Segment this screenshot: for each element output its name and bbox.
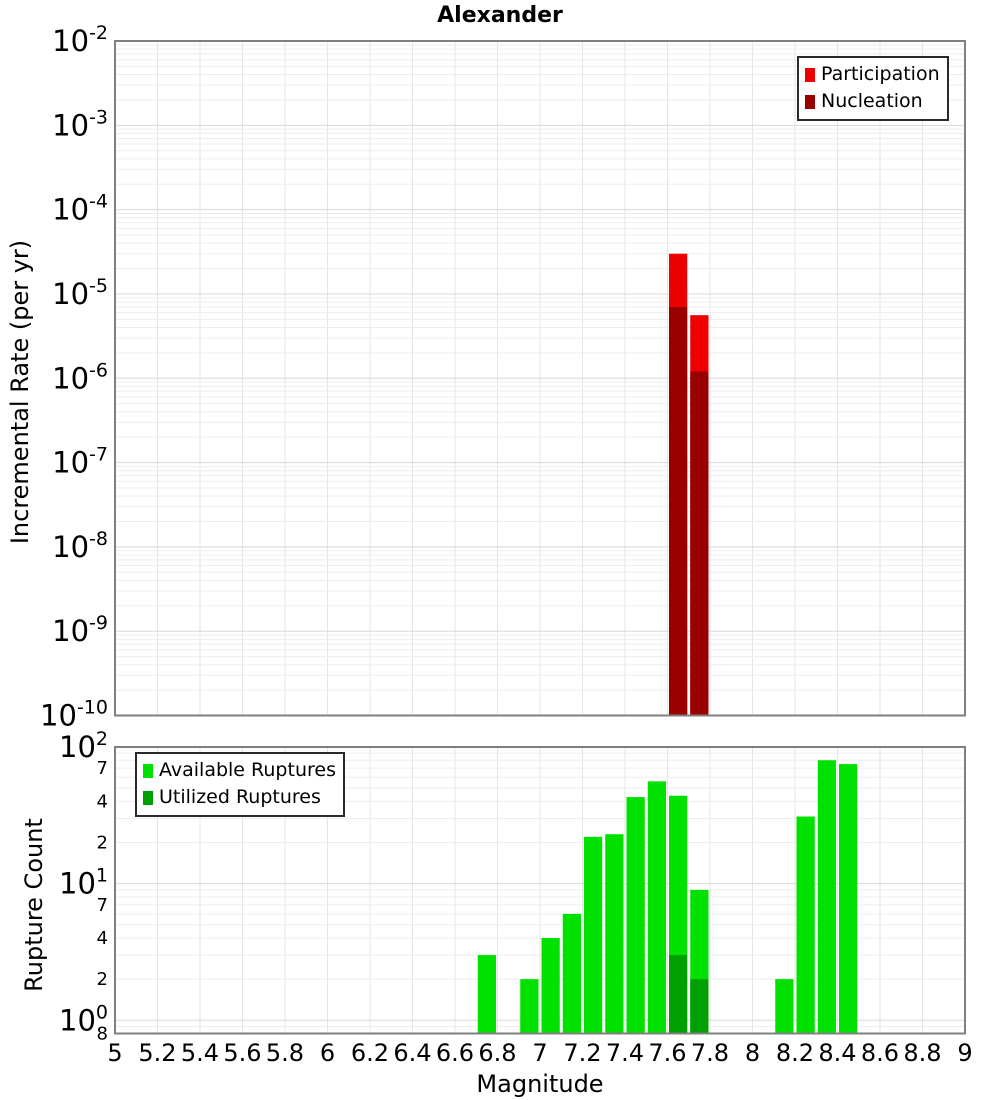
incremental-rate-ytick-label: $10^{-6}$ [52,359,108,396]
magnitude-tick-label: 7.2 [563,1039,602,1067]
legend-label-participation: Participation [821,63,940,85]
rupture-count-ytick-label: $10^2$ [59,728,108,764]
nucleation-bar [669,307,687,716]
magnitude-tick-label: 7 [532,1039,548,1067]
available-ruptures-swatch-icon [143,764,153,778]
available-ruptures-bar [520,979,538,1033]
available-ruptures-bar [648,781,666,1033]
chart-title: Alexander [437,3,563,28]
magnitude-axis-label: Magnitude [476,1070,604,1098]
magnitude-tick-label: 8.4 [818,1039,857,1067]
rupture-count-ytick-minor-label: 7 [96,894,108,916]
utilized-ruptures-bar [690,979,708,1033]
magnitude-tick-label: 5.8 [265,1039,305,1067]
available-ruptures-bar [627,797,645,1033]
utilized-ruptures-bar [669,955,687,1033]
available-ruptures-bar [584,837,602,1034]
available-ruptures-bar [563,914,581,1034]
rupture-count-ytick-minor-label: 4 [96,791,108,813]
utilized-ruptures-swatch-icon [143,791,153,805]
participation-swatch-icon [805,68,815,82]
rupture-count-ytick-label: $10^1$ [59,864,108,901]
count-axis-label: Rupture Count [20,818,48,992]
rate-legend [797,56,949,121]
magnitude-tick-label: 7.6 [648,1039,687,1067]
available-ruptures-bar [797,817,815,1034]
magnitude-tick-label: 6.2 [350,1039,390,1067]
legend-label-nucleation: Nucleation [821,90,923,112]
available-ruptures-bar [542,938,560,1034]
nucleation-bar [690,372,708,716]
magnitude-tick-label: 8.6 [860,1039,900,1067]
legend-item-participation [805,61,940,88]
legend-label-utilized: Utilized Ruptures [159,786,321,808]
magnitude-tick-label: 8.8 [903,1039,942,1067]
magnitude-tick-label: 7.4 [605,1039,645,1067]
available-ruptures-bar [605,834,623,1033]
magnitude-tick-label: 5.2 [138,1039,177,1067]
rate-axis-label: Incremental Rate (per yr) [6,239,34,545]
rupture-count-ytick-minor-label: 2 [96,832,108,854]
legend-label-available: Available Ruptures [159,759,336,781]
rupture-count-ytick-minor-label: 4 [96,928,108,949]
legend-item-available-ruptures [143,757,336,784]
magnitude-tick-label: 6 [319,1039,336,1067]
magnitude-tick-label: 8.2 [775,1039,815,1067]
incremental-rate-ytick-label: $10^{-4}$ [52,190,108,227]
magnitude-tick-label: 5.4 [180,1039,220,1067]
magnitude-tick-label: 5 [107,1039,123,1067]
magnitude-tick-label: 6.4 [393,1039,432,1067]
magnitude-tick-label: 7.8 [690,1039,730,1067]
rupture-count-ytick-label: $10^0$ [59,1001,108,1038]
incremental-rate-ytick-label: $10^{-10}$ [40,696,108,733]
available-ruptures-bar [775,979,793,1033]
magnitude-tick-label: 8 [744,1039,761,1067]
magnitude-tick-label: 6.8 [478,1039,517,1067]
magnitude-tick-label: 5.6 [223,1039,262,1067]
magnitude-tick-label: 9 [957,1039,973,1067]
incremental-rate-ytick-label: $10^{-8}$ [52,527,108,564]
incremental-rate-ytick-label: $10^{-2}$ [52,22,108,58]
rupture-count-ytick-minor-label: 2 [96,969,108,991]
rupture-count-ytick-minor-label: 7 [96,758,108,780]
incremental-rate-ytick-label: $10^{-3}$ [52,106,108,143]
legend-item-utilized-ruptures [143,784,336,811]
magnitude-tick-label: 6.6 [435,1039,475,1067]
legend-item-nucleation [805,88,940,115]
nucleation-swatch-icon [805,95,815,109]
available-ruptures-bar [818,760,836,1033]
incremental-rate-ytick-label: $10^{-5}$ [52,274,108,311]
available-ruptures-bar [478,955,496,1033]
available-ruptures-bar [839,764,857,1033]
incremental-rate-ytick-label: $10^{-9}$ [52,612,108,649]
incremental-rate-ytick-label: $10^{-7}$ [52,443,108,480]
count-legend [135,752,345,817]
rupture-count-ytick-minor-label: 8 [96,1023,108,1045]
